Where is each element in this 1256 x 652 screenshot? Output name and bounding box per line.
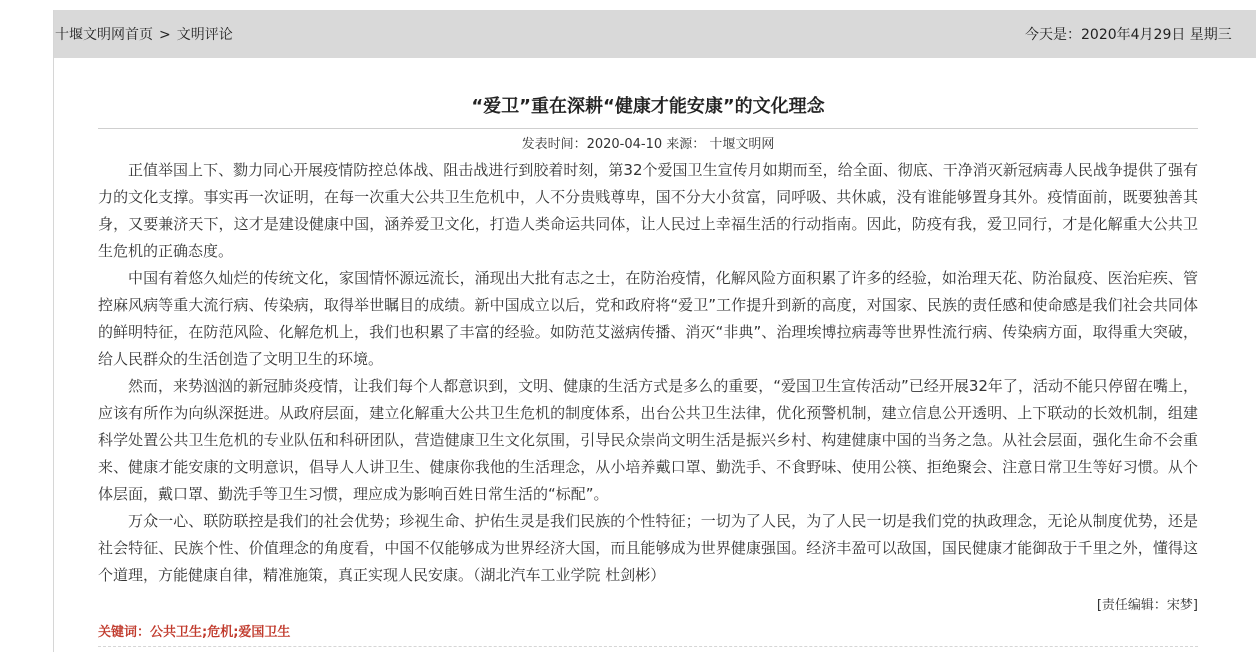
article-meta: 发表时间：2020-04-10 来源： 十堰文明网 — [521, 137, 775, 152]
article-paragraph: 中国有着悠久灿烂的传统文化，家国情怀源远流长，涌现出大批有志之士，在防治疫情，化解风险方面积累了许多的经验，如治理天花、防治鼠疫、医治疟疾、管控麻风病等重大流行病、传染病，取得举世瞩目的成绩。新中国成立以后，党和政府将“爱卫”工作提升到新的高度，对国家、民族的责任感和使命感是我们社会共同体的鲜明特征，在防范风险、化解危机上，我们也积累了丰富的经验。如防范艾滋病传播、消灭“非典”、治理埃博拉病毒等世界性流行病、传染病方面，取得重大突破，给人民群众的生活创造了文明卫生的环境。 — [98, 269, 1198, 368]
keywords — [98, 622, 1198, 644]
top-bar — [54, 10, 1256, 58]
bottom-divider — [98, 646, 1198, 647]
title-divider — [98, 128, 1198, 129]
article — [98, 58, 1198, 647]
breadcrumb — [55, 24, 233, 44]
article-paragraph: 正值举国上下、勠力同心开展疫情防控总体战、阻击战进行到胶着时刻，第32个爱国卫生宣传月如期而至，给全面、彻底、干净消灭新冠病毒人民战争提供了强有力的文化支撑。事实再一次证明，在每一次重大公共卫生危机中，人不分贵贱尊卑，国不分大小贫富，同呼吸、共休戚，没有谁能够置身其外。疫情面前，既要独善其身，又要兼济天下，这才是建设健康中国，涵养爱卫文化，打造人类命运共同体，让人民过上幸福生活的行动指南。因此，防疫有我，爱卫同行，才是化解重大公共卫生危机的正确态度。 — [98, 161, 1198, 260]
article-paragraph: 万众一心、联防联控是我们的社会优势；珍视生命、护佑生灵是我们民族的个性特征；一切为了人民，为了人民一切是我们党的执政理念，无论从制度优势，还是社会特征、民族个性、价值理念的角度看，中国不仅能够成为世界经济大国，而且能够成为世界健康强国。经济丰盈可以敌国，国民健康才能御敌于千里之外，懂得这个道理，方能健康自律，精准施策，真正实现人民安康。（湖北汽车工业学院 杜剑彬） — [98, 512, 1198, 584]
article-paragraph: 然而，来势汹汹的新冠肺炎疫情，让我们每个人都意识到，文明、健康的生活方式是多么的重要，“爱国卫生宣传活动”已经开展32年了，活动不能只停留在嘴上，应该有所作为向纵深挺进。从政府层面，建立化解重大公共卫生危机的制度体系，出台公共卫生法律，优化预警机制，建立信息公开透明、上下联动的长效机制，组建科学处置公共卫生危机的专业队伍和科研团队，营造健康卫生文化氛围，引导民众崇尚文明生活是振兴乡村、构建健康中国的当务之急。从社会层面，强化生命不会重来、健康才能安康的文明意识，倡导人人讲卫生、健康你我他的生活理念，从小培养戴口罩、勤洗手、不食野味、使用公筷、拒绝聚会、注意日常卫生等好习惯。从个体层面，戴口罩、勤洗手等卫生习惯，理应成为影响百姓日常生活的“标配”。 — [98, 377, 1198, 503]
breadcrumb-separator: > — [159, 27, 171, 43]
breadcrumb-home-link[interactable]: 十堰文明网首页 — [55, 27, 153, 43]
article-title: “爱卫”重在深耕“健康才能安康”的文化理念 — [471, 96, 825, 117]
breadcrumb-section-link[interactable]: 文明评论 — [176, 27, 233, 43]
page-frame — [53, 10, 1256, 652]
today-date: 今天是：2020年4月29日 星期三 — [1025, 27, 1232, 43]
keywords-label: 关键词： — [98, 625, 151, 640]
keywords-links[interactable]: 公共卫生;危机;爱国卫生 — [150, 625, 291, 640]
article-body — [98, 157, 1198, 589]
responsible-editor: [责任编辑：宋梦] — [1096, 598, 1198, 613]
